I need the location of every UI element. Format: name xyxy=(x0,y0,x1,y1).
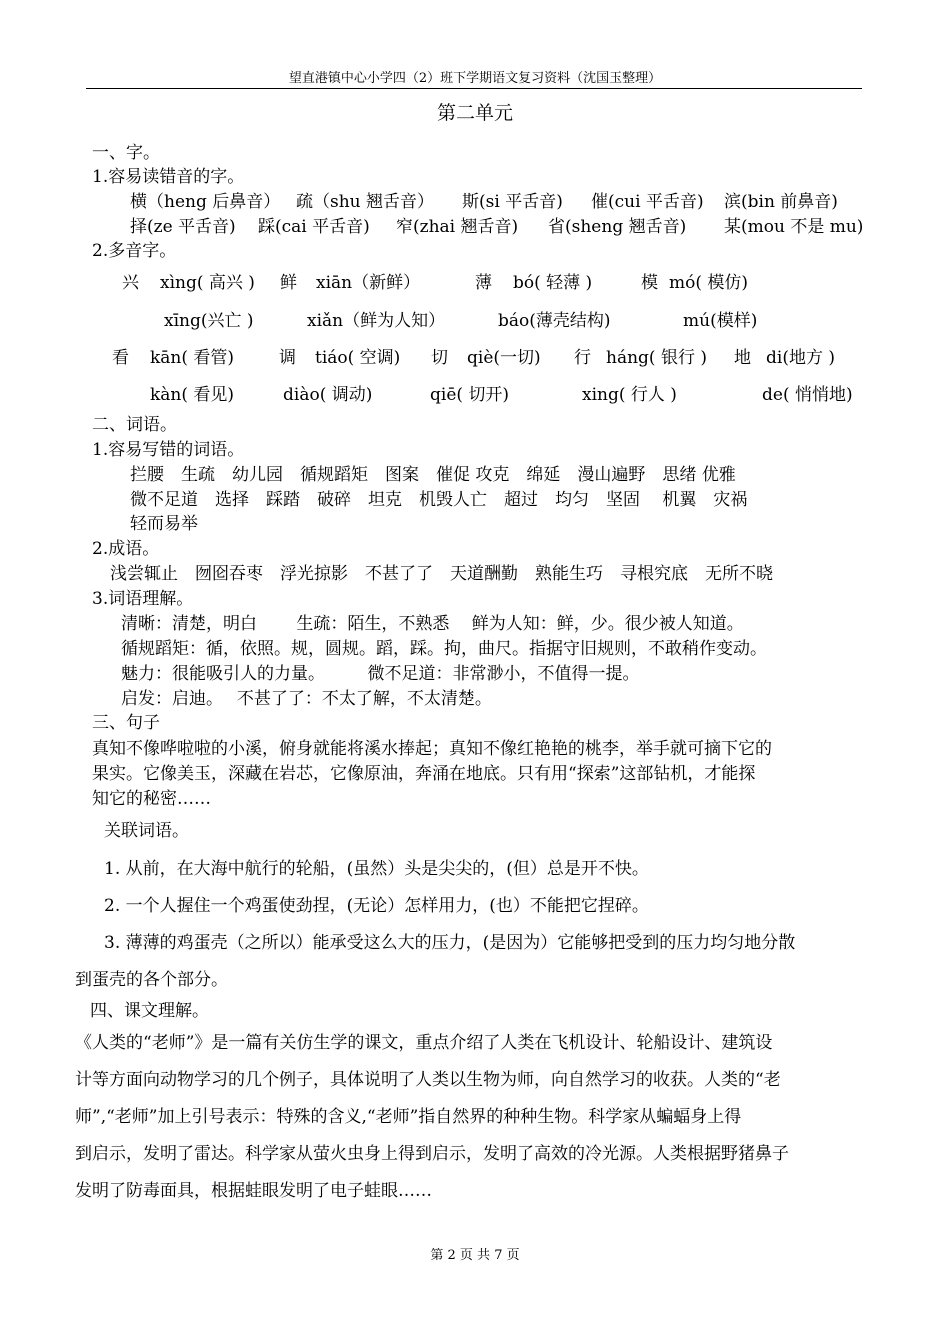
paragraph-line: 到启示，发明了雷达。科学家从萤火虫身上得到启示，发明了高效的冷光源。人类根据野猪鼻子 xyxy=(75,1144,789,1164)
section-2-sub-3: 3.词语理解。 xyxy=(92,589,194,609)
sentence-line: 2. 一个人握住一个鸡蛋使劲捏，(无论）怎样用力，(也）不能把它捏碎。 xyxy=(104,896,649,916)
paragraph-line: 师”,“老师”加上引号表示：特殊的含义,“老师”指自然界的种种生物。科学家从蝙蝠身上得 xyxy=(75,1107,742,1127)
section-2-sub-1: 1.容易写错的词语。 xyxy=(92,440,245,460)
pron-item: 横（heng 后鼻音） xyxy=(130,192,281,212)
poly-char: 地 xyxy=(734,348,751,368)
paragraph-line: 计等方面向动物学习的几个例子，具体说明了人类以生物为师，向自然学习的收获。人类的“老 xyxy=(75,1070,781,1090)
section-3-sub: 关联词语。 xyxy=(104,821,189,841)
sentence-line: 1. 从前，在大海中航行的轮船，(虽然）头是尖尖的，(但）总是开不快。 xyxy=(104,859,649,879)
section-1-heading: 一、字。 xyxy=(92,143,160,163)
poly-char: 模 xyxy=(641,273,658,293)
poly-char: 行 xyxy=(574,348,591,368)
word-list-line: 轻而易举 xyxy=(130,514,198,534)
paragraph-line: 真知不像哗啦啦的小溪，俯身就能将溪水捧起；真知不像红艳艳的桃李，举手就可摘下它的 xyxy=(92,739,772,759)
pron-item: 某(mou 不是 mu) xyxy=(724,217,864,237)
pron-item: 疏（shu 翘舌音） xyxy=(296,192,435,212)
page-footer: 第 2 页 共 7 页 xyxy=(430,1248,520,1263)
pron-item: 滨(bin 前鼻音) xyxy=(724,192,838,212)
header-rule xyxy=(86,88,862,89)
sentence-line: 3. 薄薄的鸡蛋壳（之所以）能承受这么大的压力，(是因为）它能够把受到的压力均匀地分散 xyxy=(104,933,796,953)
poly-reading: xìng( 高兴 ) xyxy=(160,273,255,293)
section-1-sub-1: 1.容易读错音的字。 xyxy=(92,167,245,187)
poly-char: 看 xyxy=(112,348,129,368)
definition-line: 循规蹈矩：循，依照。规，圆规。蹈，踩。拘，曲尺。指据守旧规则，不敢稍作变动。 xyxy=(121,639,767,659)
paragraph-line: 发明了防毒面具，根据蛙眼发明了电子蛙眼…… xyxy=(75,1181,432,1201)
poly-char: 鲜 xyxy=(280,273,297,293)
poly-reading: de( 悄悄地) xyxy=(762,385,853,405)
poly-reading: qiē( 切开) xyxy=(430,385,510,405)
poly-reading: mó( 模仿) xyxy=(669,273,749,293)
poly-reading: xiǎn（鲜为人知） xyxy=(307,311,446,331)
section-2-sub-2: 2.成语。 xyxy=(92,539,160,559)
poly-reading: xiān（新鲜） xyxy=(316,273,421,293)
paragraph-line: 知它的秘密…… xyxy=(92,789,211,809)
poly-reading: xīng(兴亡 ) xyxy=(164,311,254,331)
page-header: 望直港镇中心小学四（2）班下学期语文复习资料（沈国玉整理） xyxy=(288,71,662,86)
poly-reading: kàn( 看见) xyxy=(150,385,235,405)
pron-item: 窄(zhai 翘舌音) xyxy=(396,217,519,237)
paragraph-line: 果实。它像美玉，深藏在岩芯，它像原油，奔涌在地底。只有用“探索”这部钻机，才能探 xyxy=(92,764,756,784)
poly-reading: di(地方 ) xyxy=(766,348,835,368)
poly-reading: kān( 看管) xyxy=(150,348,235,368)
poly-reading: bó( 轻薄 ) xyxy=(513,273,593,293)
section-1-sub-2: 2.多音字。 xyxy=(92,241,177,261)
section-4-heading: 四、课文理解。 xyxy=(90,1001,209,1021)
pron-item: 择(ze 平舌音) xyxy=(130,217,236,237)
poly-char: 调 xyxy=(279,348,296,368)
definition-line: 魅力：很能吸引人的力量。 微不足道：非常渺小，不值得一提。 xyxy=(121,664,640,684)
word-list-line: 拦腰 生疏 幼儿园 循规蹈矩 图案 催促 攻克 绵延 漫山遍野 思绪 优雅 xyxy=(130,465,736,485)
idiom-list: 浅尝辄止 囫囵吞枣 浮光掠影 不甚了了 天道酬勤 熟能生巧 寻根究底 无所不晓 xyxy=(110,564,773,584)
poly-reading: xing( 行人 ) xyxy=(582,385,677,405)
poly-reading: qiè(一切) xyxy=(467,348,541,368)
poly-reading: tiáo( 空调) xyxy=(315,348,401,368)
poly-char: 薄 xyxy=(475,273,492,293)
poly-reading: háng( 银行 ) xyxy=(606,348,707,368)
section-2-heading: 二、词语。 xyxy=(92,415,177,435)
poly-reading: báo(薄壳结构) xyxy=(498,311,611,331)
word-list-line: 微不足道 选择 踩踏 破碎 坦克 机毁人亡 超过 均匀 坚固 机翼 灾祸 xyxy=(130,490,748,510)
definition-line: 清晰：清楚，明白 生疏：陌生，不熟悉 鲜为人知：鲜，少。很少被人知道。 xyxy=(121,614,744,634)
page-title: 第二单元 xyxy=(436,102,513,124)
poly-char: 切 xyxy=(431,348,448,368)
poly-reading: diào( 调动) xyxy=(283,385,373,405)
poly-char: 兴 xyxy=(122,273,139,293)
paragraph-line: 《人类的“老师”》是一篇有关仿生学的课文，重点介绍了人类在飞机设计、轮船设计、建筑设 xyxy=(75,1033,773,1053)
poly-reading: mú(模样) xyxy=(683,311,758,331)
pron-item: 催(cui 平舌音) xyxy=(591,192,704,212)
section-3-heading: 三、句子 xyxy=(92,713,160,733)
definition-line: 启发：启迪。 不甚了了：不太了解，不太清楚。 xyxy=(121,689,492,709)
sentence-line: 到蛋壳的各个部分。 xyxy=(75,970,228,990)
pron-item: 斯(si 平舌音) xyxy=(462,192,563,212)
pron-item: 省(sheng 翘舌音) xyxy=(548,217,687,237)
pron-item: 踩(cai 平舌音) xyxy=(258,217,370,237)
